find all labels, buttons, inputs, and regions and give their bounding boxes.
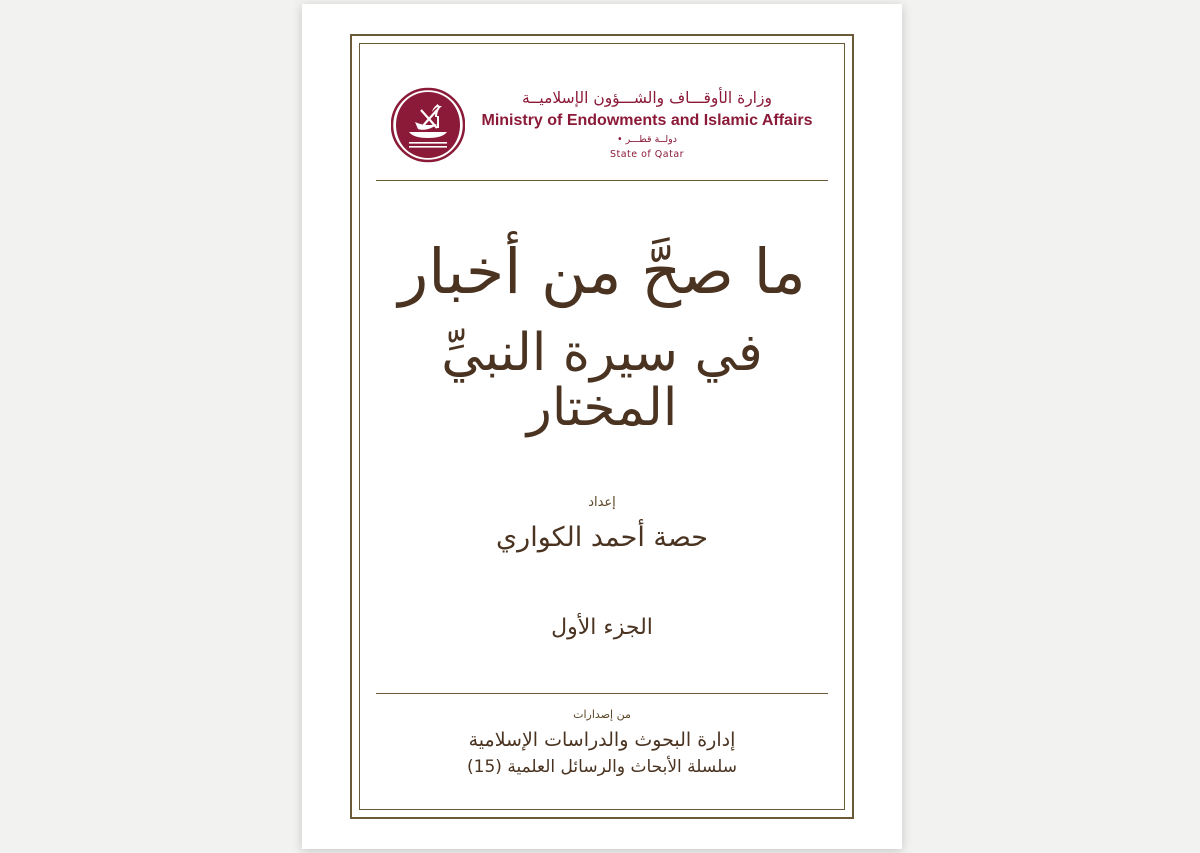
- state-name-arabic: دولــة قطـــر •: [617, 133, 677, 145]
- title-block: [374, 181, 830, 693]
- publisher-department: إدارة البحوث والدراسات الإسلامية: [468, 729, 736, 751]
- publisher-block: [374, 694, 830, 795]
- ministry-name-english: Ministry of Endowments and Islamic Affairs: [481, 111, 813, 129]
- book-title-line-1: ما صحَّ من أخبار: [398, 235, 806, 308]
- book-title-line-2: في سيرة النبيِّ المختار: [441, 323, 763, 438]
- volume-label: الجزء الأول: [551, 615, 653, 641]
- publisher-series: سلسلة الأبحاث والرسائل العلمية (15): [467, 757, 737, 777]
- qatar-state-emblem-icon: [391, 86, 465, 164]
- outer-border-frame: [350, 34, 854, 819]
- author-label: إعداد: [588, 495, 616, 511]
- ministry-header: [374, 58, 830, 180]
- state-name-english: State of Qatar: [609, 148, 685, 160]
- publisher-from-label: من إصدارات: [573, 708, 631, 721]
- ministry-header-text: [481, 89, 812, 160]
- book-cover: [302, 4, 902, 849]
- cover-content: [374, 58, 830, 795]
- ministry-name-arabic: وزارة الأوقـــاف والشـــؤون الإسلاميــة: [522, 89, 772, 108]
- author-name: حصة أحمد الكواري: [496, 522, 708, 554]
